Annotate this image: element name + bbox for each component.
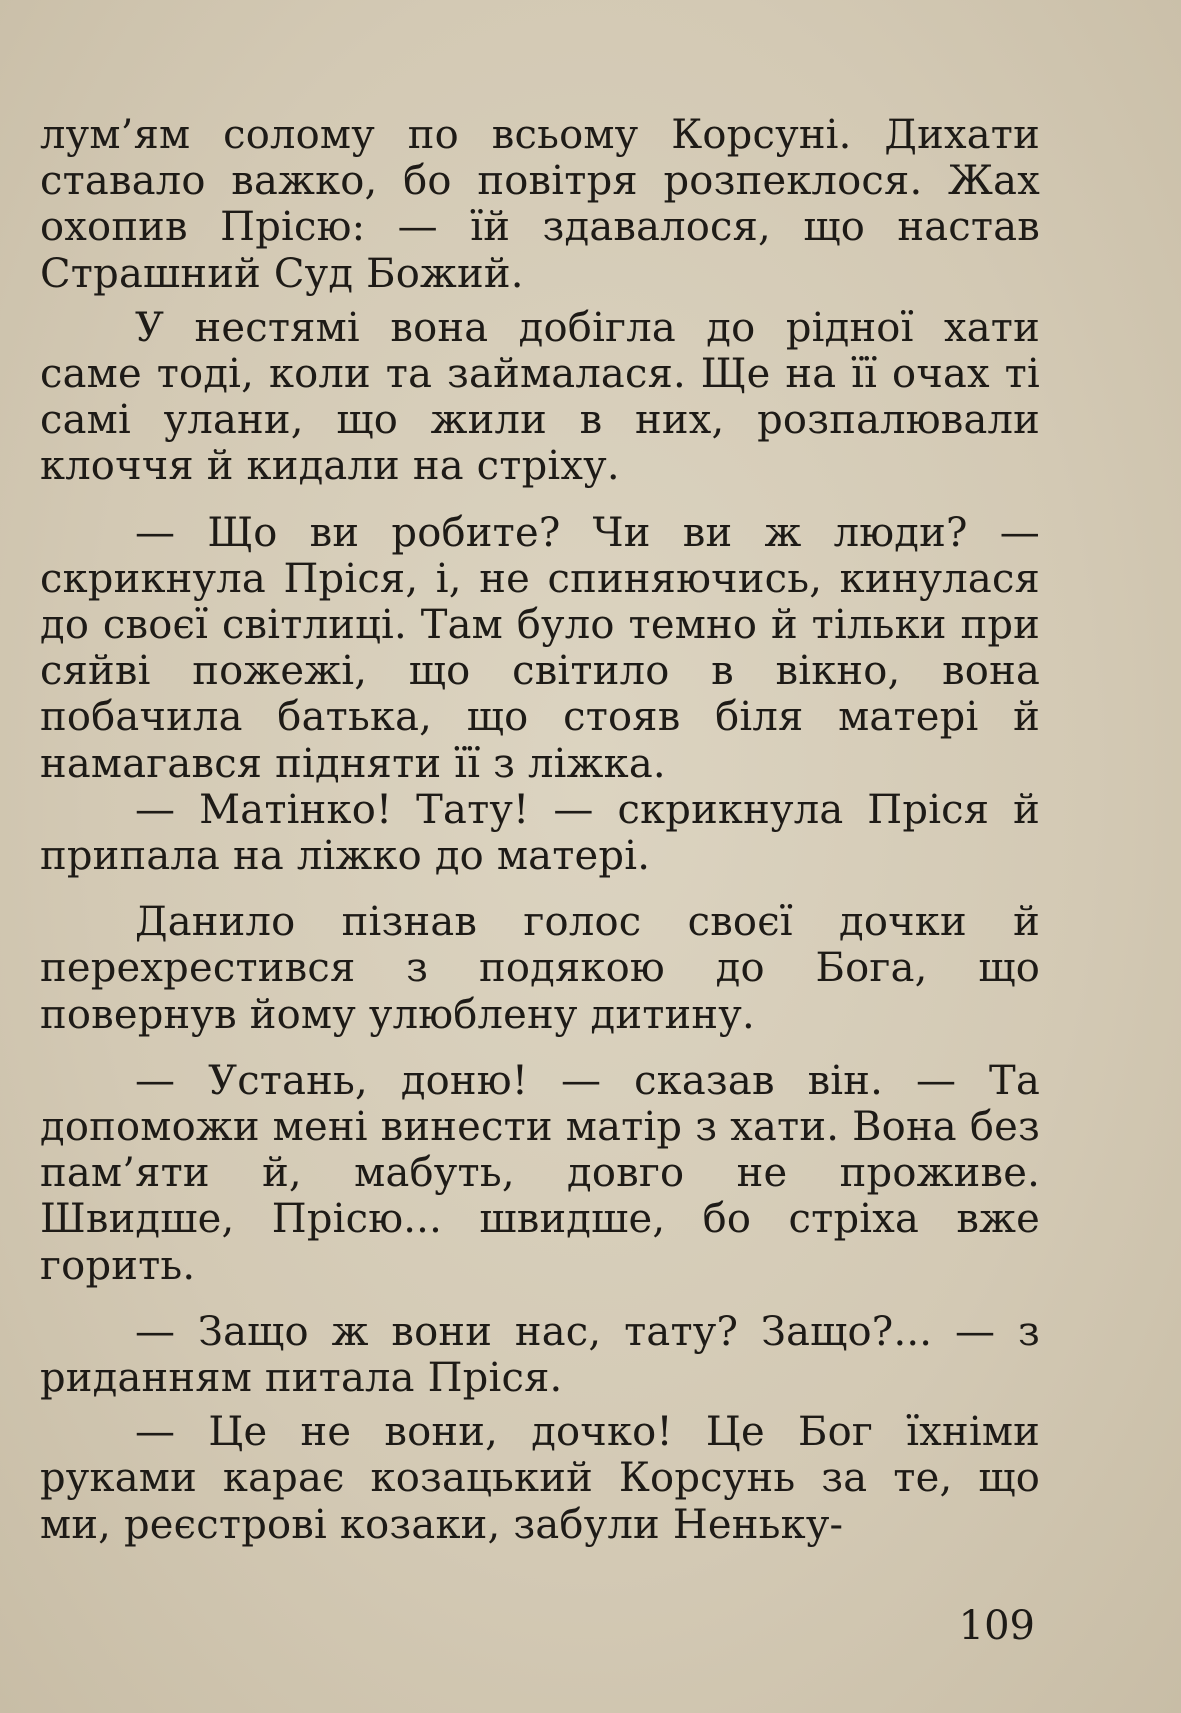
paragraph-5: Данило пізнав голос своєї дочки й перехрестився з подякою до Бога, що повернув йому улюблену дитину. (40, 899, 1040, 1038)
paragraph-7: — Защо ж вони нас, тату? Защо?... — з риданням питала Пріся. (40, 1308, 1040, 1402)
paragraph-4: — Матінко! Тату! — скрикнула Пріся й припала на ліжко до матері. (40, 786, 1040, 880)
page-text (40, 112, 1040, 1548)
paragraph-3: — Що ви робите? Чи ви ж люди? — скрикнула Пріся, і, не спиняючись, кинулася до своєї світлиці. Там було темно й тільки при сяйві пожежі, що світило в вікно, вона побачила батька, що стояв біля матері й намагався підняти її з ліжка. (40, 509, 1040, 787)
paragraph-6: — Устань, доню! — сказав він. — Та допоможи мені винести матір з хати. Вона без пам’яти й, мабуть, довго не проживе. Швидше, Прісю... швидше, бо стріха вже горить. (40, 1057, 1040, 1289)
paragraph-8: — Це не вони, дочко! Це Бог їхніми руками карає козацький Корсунь за те, що ми, реєстрові козаки, забули Неньку- (40, 1409, 1040, 1548)
paragraph-2: У нестямі вона добігла до рідної хати саме тоді, коли та займалася. Ще на її очах ті самі улани, що жили в них, розпалювали клоччя й кидали на стріху. (40, 304, 1040, 490)
paragraph-1: лум’ям солому по всьому Корсуні. Дихати ставало важко, бо повітря розпеклося. Жах охопив Прісю: — їй здавалося, що настав Страшний Суд Божий. (40, 112, 1040, 297)
page-number: 109 (958, 1603, 1035, 1649)
